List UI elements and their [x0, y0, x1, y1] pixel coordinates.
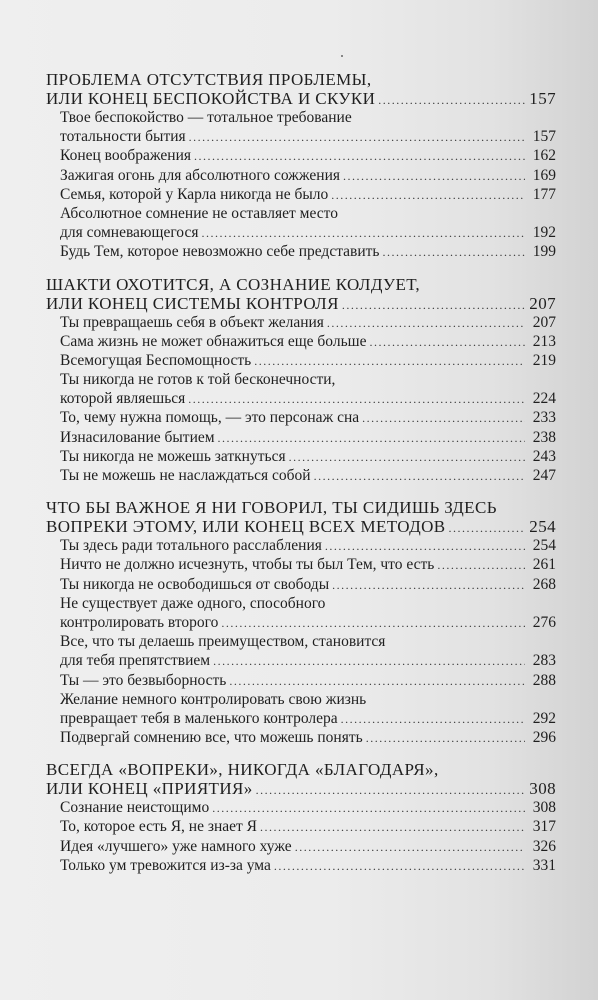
dot-leader	[325, 537, 525, 556]
entry-title-text: для тебя препятствием	[60, 652, 211, 670]
chapter-title-line	[46, 498, 556, 517]
chapter-title-text: ВОПРЕКИ ЭТОМУ, ИЛИ КОНЕЦ ВСЕХ МЕТОДОВ	[46, 517, 446, 537]
chapter-title-text: ВСЕГДА «ВОПРЕКИ», НИКОГДА «БЛАГОДАРЯ»,	[46, 760, 439, 780]
entry-line	[60, 690, 556, 709]
toc-entry	[60, 466, 556, 485]
entry-page-number: 219	[532, 351, 556, 369]
toc-entry	[60, 671, 556, 690]
toc-chapter	[46, 498, 556, 747]
entry-line	[60, 651, 556, 670]
toc-entry	[60, 204, 556, 242]
chapter-title-text: ИЛИ КОНЕЦ БЕСПОКОЙСТВА И СКУКИ	[46, 89, 376, 108]
entry-title-text: для сомневающегося	[60, 224, 199, 242]
toc-entry	[60, 594, 556, 632]
chapter-title-line	[46, 70, 556, 89]
dot-leader	[362, 409, 525, 428]
entry-line	[60, 632, 556, 651]
entry-title-text: Сознание неистощимо	[60, 799, 210, 817]
entry-page-number: 238	[532, 428, 556, 446]
entry-line	[60, 798, 556, 817]
toc-chapter	[46, 275, 556, 486]
dot-leader	[383, 243, 526, 262]
entry-title-text: превращает тебя в маленького контролера	[60, 709, 338, 727]
entry-title-text: Не существует даже одного, способного	[60, 594, 326, 612]
entry-page-number: 177	[532, 185, 556, 203]
entry-line	[60, 127, 556, 146]
entry-title-text: Все, что ты делаешь преимуществом, становится	[60, 633, 386, 651]
dot-leader	[212, 799, 525, 818]
entry-line	[60, 466, 556, 485]
toc-chapter	[46, 760, 556, 875]
dot-leader	[256, 781, 525, 800]
entry-page-number: 283	[532, 652, 556, 670]
entry-title-text: Зажигая огонь для абсолютного сожжения	[60, 166, 340, 184]
dot-leader	[332, 576, 525, 595]
entry-line	[60, 146, 556, 165]
chapter-title-text: ЧТО БЫ ВАЖНОЕ Я НИ ГОВОРИЛ, ТЫ СИДИШЬ ЗДЕСЬ	[46, 498, 497, 518]
dot-leader	[289, 448, 525, 467]
chapter-title-line	[46, 89, 556, 108]
entry-title-text: Только ум тревожится из-за ума	[60, 856, 271, 874]
chapter-title-line	[46, 294, 556, 313]
entry-line	[60, 332, 556, 351]
toc-entry	[60, 536, 556, 555]
toc-entry	[60, 690, 556, 728]
entry-title-text: То, которое есть Я, не знает Я	[60, 818, 258, 836]
dot-leader	[314, 467, 525, 486]
entry-title-text: Ты никогда не освободишься от свободы	[60, 575, 330, 593]
entry-page-number: 162	[532, 147, 556, 165]
entry-page-number: 326	[532, 837, 556, 855]
toc-entry	[60, 351, 556, 370]
entry-title-text: Ты не можешь не наслаждаться собой	[60, 467, 311, 484]
chapter-title-line	[46, 517, 556, 536]
toc-entry	[60, 798, 556, 817]
toc-entry	[60, 817, 556, 836]
toc-chapter	[46, 70, 556, 262]
entry-title-text: Конец воображения	[60, 147, 191, 165]
entry-page-number: 169	[532, 166, 556, 184]
dot-leader	[221, 614, 525, 633]
entry-line	[60, 370, 556, 389]
entry-line	[60, 575, 556, 594]
entry-line	[60, 856, 556, 875]
entry-page-number: 276	[532, 613, 556, 631]
entry-page-number: 224	[532, 390, 556, 408]
chapter-title-line	[46, 779, 556, 798]
entry-page-number: 233	[532, 409, 556, 427]
dot-leader	[213, 652, 525, 671]
dot-leader	[366, 729, 525, 748]
entry-page-number: 157	[532, 128, 556, 146]
entry-title-text: Ничто не должно исчезнуть, чтобы ты был Тем, что есть	[60, 556, 435, 574]
entry-line	[60, 428, 556, 447]
entry-page-number: 254	[532, 537, 556, 555]
entry-line	[60, 313, 556, 332]
chapter-title-line	[46, 275, 556, 294]
entry-line	[60, 709, 556, 728]
entry-line	[60, 536, 556, 555]
toc-entry	[60, 370, 556, 408]
entry-line	[60, 389, 556, 408]
entry-line	[60, 204, 556, 223]
dot-leader	[378, 91, 525, 110]
dot-leader	[331, 186, 525, 205]
entry-line	[60, 408, 556, 427]
toc-entry	[60, 575, 556, 594]
entry-line	[60, 594, 556, 613]
dot-leader	[188, 390, 525, 409]
dot-leader	[327, 314, 525, 333]
dot-leader	[274, 857, 525, 876]
toc-entry	[60, 856, 556, 875]
entry-line	[60, 728, 556, 747]
entry-line	[60, 351, 556, 370]
toc-entry	[60, 428, 556, 447]
chapter-page-number: 254	[529, 517, 556, 537]
entry-page-number: 247	[532, 467, 556, 484]
toc-entry	[60, 408, 556, 427]
entry-title-text: Желание немного контролировать свою жизнь	[60, 690, 367, 708]
entry-page-number: 308	[532, 799, 556, 817]
toc-entry	[60, 837, 556, 856]
entry-page-number: 199	[532, 243, 556, 261]
entry-line	[60, 837, 556, 856]
chapter-page-number: 157	[529, 89, 556, 108]
toc-entry	[60, 632, 556, 670]
entry-title-text: Будь Тем, которое невозможно себе представить	[60, 243, 380, 261]
entry-title-text: Ты — это безвыборность	[60, 671, 227, 689]
entry-line	[60, 185, 556, 204]
entry-title-text: Сама жизнь не может обнажиться еще больше	[60, 332, 367, 350]
entry-line	[60, 817, 556, 836]
entry-line	[60, 447, 556, 466]
toc-entry	[60, 728, 556, 747]
entry-line	[60, 223, 556, 242]
chapter-title-text: ПРОБЛЕМА ОТСУТСТВИЯ ПРОБЛЕМЫ,	[46, 70, 372, 89]
toc-entry	[60, 332, 556, 351]
entry-title-text: Идея «лучшего» уже намного хуже	[60, 837, 292, 855]
toc-entry	[60, 242, 556, 261]
entry-title-text: Семья, которой у Карла никогда не было	[60, 185, 329, 203]
entry-title-text: которой являешься	[60, 390, 186, 408]
dot-leader	[189, 128, 525, 147]
dot-leader	[260, 818, 525, 837]
chapter-title-text: ШАКТИ ОХОТИТСЯ, А СОЗНАНИЕ КОЛДУЕТ,	[46, 274, 420, 294]
entry-line	[60, 108, 556, 127]
table-of-contents	[46, 70, 556, 888]
entry-page-number: 243	[532, 447, 556, 465]
dot-leader	[295, 838, 525, 857]
entry-page-number: 288	[532, 671, 556, 689]
dot-leader	[254, 352, 525, 371]
entry-line	[60, 166, 556, 185]
dot-leader	[369, 333, 525, 352]
entry-title-text: Ты никогда не готов к той бесконечности,	[60, 371, 336, 389]
chapter-title-line	[46, 760, 556, 779]
dot-leader	[437, 556, 525, 575]
entry-title-text: Ты превращаешь себя в объект желания	[60, 313, 324, 331]
toc-entry	[60, 447, 556, 466]
entry-title-text: Ты здесь ради тотального расслабления	[60, 537, 322, 555]
entry-title-text: Подвергай сомнению все, что можешь понять	[60, 729, 363, 747]
dot-leader	[218, 429, 525, 448]
toc-entry	[60, 555, 556, 574]
entry-title-text: Изнасилование бытием	[60, 428, 215, 446]
entry-title-text: тотальности бытия	[60, 128, 186, 146]
entry-title-text: Абсолютное сомнение не оставляет место	[60, 204, 338, 222]
toc-entry	[60, 108, 556, 146]
dot-leader	[343, 167, 525, 186]
chapter-page-number: 308	[529, 779, 556, 799]
entry-page-number: 331	[532, 856, 556, 874]
entry-page-number: 296	[532, 729, 556, 747]
entry-line	[60, 613, 556, 632]
toc-entry	[60, 313, 556, 332]
entry-line	[60, 242, 556, 261]
dot-leader	[194, 147, 525, 166]
chapter-page-number: 207	[529, 293, 556, 313]
entry-line	[60, 671, 556, 690]
entry-line	[60, 555, 556, 574]
entry-title-text: Всемогущая Беспомощность	[60, 351, 252, 369]
dot-leader	[449, 519, 525, 538]
entry-page-number: 207	[532, 313, 556, 331]
entry-page-number: 317	[532, 818, 556, 836]
entry-page-number: 261	[532, 556, 556, 574]
toc-entry	[60, 185, 556, 204]
entry-page-number: 292	[532, 709, 556, 727]
entry-page-number: 213	[532, 332, 556, 350]
entry-title-text: То, чему нужна помощь, — это персонаж сна	[60, 409, 360, 427]
entry-title-text: Ты никогда не можешь заткнуться	[60, 447, 286, 465]
dot-leader	[341, 710, 525, 729]
entry-page-number: 192	[532, 224, 556, 242]
toc-entry	[60, 166, 556, 185]
dot-leader	[201, 224, 525, 243]
chapter-title-text: ИЛИ КОНЕЦ СИСТЕМЫ КОНТРОЛЯ	[46, 293, 339, 313]
print-speck	[341, 55, 343, 57]
toc-entry	[60, 146, 556, 165]
chapter-title-text: ИЛИ КОНЕЦ «ПРИЯТИЯ»	[46, 779, 253, 799]
dot-leader	[229, 672, 525, 691]
dot-leader	[342, 296, 525, 315]
entry-title-text: контролировать второго	[60, 613, 219, 631]
entry-title-text: Твое беспокойство — тотальное требование	[60, 109, 352, 126]
entry-page-number: 268	[532, 575, 556, 593]
